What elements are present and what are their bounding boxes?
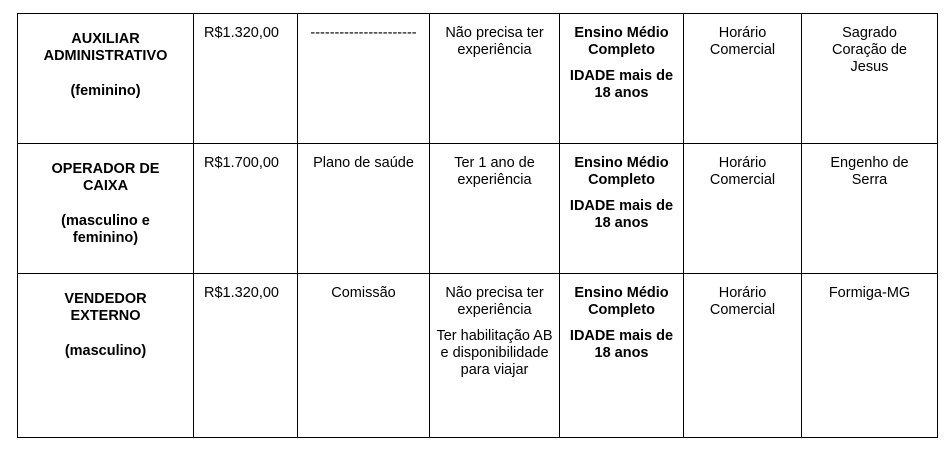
- education-value: Ensino Médio Completo: [574, 25, 669, 58]
- age-requirement: IDADE mais de 18 anos: [569, 328, 674, 361]
- location-value: Engenho de Serra: [830, 155, 909, 188]
- role-cell: [18, 14, 194, 144]
- benefit-value: ----------------------: [310, 25, 417, 41]
- benefit-value: Plano de saúde: [313, 155, 414, 171]
- experience-value: Ter 1 ano de experiência: [454, 155, 535, 188]
- benefit-cell: [298, 144, 430, 274]
- experience-value: Não precisa ter experiência: [445, 285, 544, 318]
- education-value: Ensino Médio Completo: [574, 285, 669, 318]
- experience-cell: [430, 144, 560, 274]
- table-row: [18, 144, 938, 274]
- salary-cell: [194, 274, 298, 438]
- benefit-cell: [298, 14, 430, 144]
- location-value: Formiga-MG: [828, 285, 911, 301]
- role-gender: (masculino e feminino): [61, 213, 150, 246]
- table-row: [18, 274, 938, 438]
- table-row: [18, 14, 938, 144]
- location-cell: [802, 274, 938, 438]
- schedule-cell: [684, 274, 802, 438]
- salary-value: R$1.320,00: [204, 285, 279, 301]
- location-cell: [802, 144, 938, 274]
- schedule-value: Horário Comercial: [709, 25, 776, 58]
- experience-value: Não precisa ter experiência: [445, 25, 544, 58]
- age-requirement: IDADE mais de 18 anos: [569, 198, 674, 231]
- benefit-cell: [298, 274, 430, 438]
- experience-cell: [430, 14, 560, 144]
- role-title: OPERADOR DE CAIXA: [51, 161, 160, 194]
- role-cell: [18, 144, 194, 274]
- schedule-value: Horário Comercial: [709, 155, 776, 188]
- salary-value: R$1.320,00: [204, 25, 279, 41]
- experience-extra: Ter habilitação AB e disponibilidade para viajar: [436, 328, 553, 378]
- role-title: AUXILIAR ADMINISTRATIVO: [43, 31, 168, 64]
- location-cell: [802, 14, 938, 144]
- experience-cell: [430, 274, 560, 438]
- salary-cell: [194, 144, 298, 274]
- age-requirement: IDADE mais de 18 anos: [569, 68, 674, 101]
- education-cell: [560, 14, 684, 144]
- education-value: Ensino Médio Completo: [574, 155, 669, 188]
- job-openings-table: [17, 13, 938, 438]
- education-cell: [560, 144, 684, 274]
- role-gender: (masculino): [64, 343, 147, 359]
- schedule-value: Horário Comercial: [709, 285, 776, 318]
- role-gender: (feminino): [70, 83, 141, 99]
- schedule-cell: [684, 144, 802, 274]
- role-title: VENDEDOR EXTERNO: [64, 291, 147, 324]
- salary-cell: [194, 14, 298, 144]
- education-cell: [560, 274, 684, 438]
- salary-value: R$1.700,00: [204, 155, 279, 171]
- role-cell: [18, 274, 194, 438]
- location-value: Sagrado Coração de Jesus: [832, 25, 907, 75]
- benefit-value: Comissão: [331, 285, 396, 301]
- schedule-cell: [684, 14, 802, 144]
